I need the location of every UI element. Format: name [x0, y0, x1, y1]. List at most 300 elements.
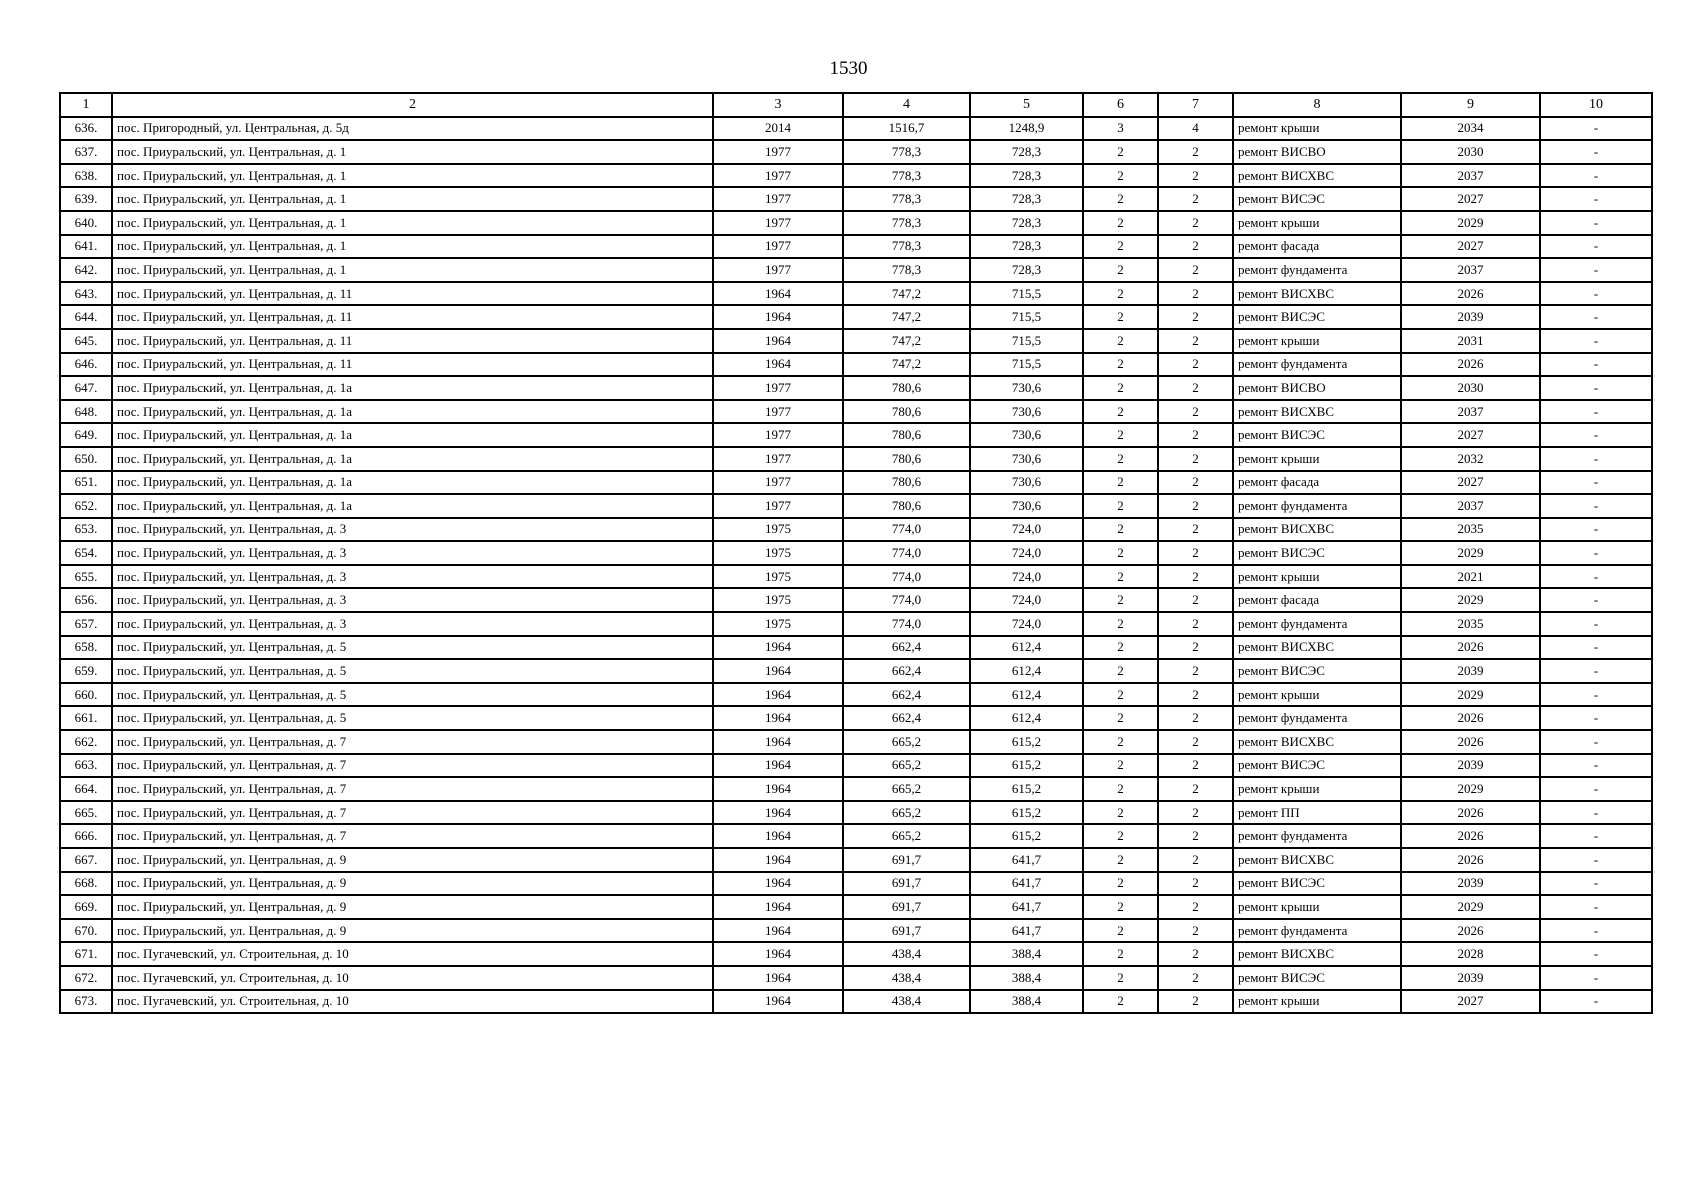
total-area-cell: 774,0 [843, 541, 970, 565]
note-cell: - [1540, 353, 1652, 377]
note-cell: - [1540, 211, 1652, 235]
address-cell: пос. Приуральский, ул. Центральная, д. 11 [112, 282, 713, 306]
year-built-cell: 1977 [713, 494, 843, 518]
row-number-cell: 636. [60, 117, 112, 141]
address-cell: пос. Приуральский, ул. Центральная, д. 11 [112, 353, 713, 377]
planned-year-cell: 2027 [1401, 471, 1540, 495]
address-cell: пос. Приуральский, ул. Центральная, д. 5 [112, 636, 713, 660]
row-number-cell: 657. [60, 612, 112, 636]
work-type-cell: ремонт ВИСХВС [1233, 730, 1401, 754]
total-area-cell: 691,7 [843, 872, 970, 896]
floors-cell: 2 [1083, 140, 1158, 164]
year-built-cell: 1964 [713, 282, 843, 306]
work-type-cell: ремонт ПП [1233, 801, 1401, 825]
table-row [60, 754, 1652, 778]
total-area-cell: 662,4 [843, 706, 970, 730]
total-area-cell: 780,6 [843, 400, 970, 424]
note-cell: - [1540, 919, 1652, 943]
total-area-cell: 774,0 [843, 565, 970, 589]
entrances-cell: 2 [1158, 376, 1233, 400]
address-cell: пос. Приуральский, ул. Центральная, д. 11 [112, 329, 713, 353]
column-header: 6 [1083, 93, 1158, 117]
row-number-cell: 655. [60, 565, 112, 589]
table-row [60, 140, 1652, 164]
address-cell: пос. Приуральский, ул. Центральная, д. 1а [112, 400, 713, 424]
entrances-cell: 2 [1158, 329, 1233, 353]
entrances-cell: 2 [1158, 518, 1233, 542]
total-area-cell: 780,6 [843, 471, 970, 495]
work-type-cell: ремонт крыши [1233, 329, 1401, 353]
planned-year-cell: 2021 [1401, 565, 1540, 589]
table-row [60, 187, 1652, 211]
total-area-cell: 778,3 [843, 140, 970, 164]
table-row [60, 164, 1652, 188]
note-cell: - [1540, 376, 1652, 400]
address-cell: пос. Приуральский, ул. Центральная, д. 3 [112, 588, 713, 612]
work-type-cell: ремонт ВИСЭС [1233, 659, 1401, 683]
note-cell: - [1540, 966, 1652, 990]
floors-cell: 2 [1083, 235, 1158, 259]
address-cell: пос. Приуральский, ул. Центральная, д. 7 [112, 754, 713, 778]
floors-cell: 2 [1083, 588, 1158, 612]
floors-cell: 2 [1083, 683, 1158, 707]
work-type-cell: ремонт фундамента [1233, 494, 1401, 518]
work-type-cell: ремонт фундамента [1233, 612, 1401, 636]
floors-cell: 2 [1083, 305, 1158, 329]
floors-cell: 2 [1083, 282, 1158, 306]
table-row [60, 824, 1652, 848]
planned-year-cell: 2029 [1401, 588, 1540, 612]
total-area-cell: 665,2 [843, 824, 970, 848]
work-type-cell: ремонт фасада [1233, 235, 1401, 259]
row-number-cell: 643. [60, 282, 112, 306]
living-area-cell: 615,2 [970, 824, 1083, 848]
year-built-cell: 1964 [713, 329, 843, 353]
planned-year-cell: 2032 [1401, 447, 1540, 471]
table-row [60, 541, 1652, 565]
address-cell: пос. Приуральский, ул. Центральная, д. 1 [112, 140, 713, 164]
planned-year-cell: 2028 [1401, 942, 1540, 966]
address-cell: пос. Приуральский, ул. Центральная, д. 9 [112, 919, 713, 943]
entrances-cell: 2 [1158, 801, 1233, 825]
year-built-cell: 1975 [713, 588, 843, 612]
planned-year-cell: 2026 [1401, 282, 1540, 306]
note-cell: - [1540, 447, 1652, 471]
year-built-cell: 1977 [713, 140, 843, 164]
entrances-cell: 2 [1158, 919, 1233, 943]
row-number-cell: 648. [60, 400, 112, 424]
row-number-cell: 658. [60, 636, 112, 660]
work-type-cell: ремонт ВИСВО [1233, 376, 1401, 400]
row-number-cell: 670. [60, 919, 112, 943]
total-area-cell: 778,3 [843, 235, 970, 259]
note-cell: - [1540, 282, 1652, 306]
note-cell: - [1540, 824, 1652, 848]
work-type-cell: ремонт фундамента [1233, 919, 1401, 943]
floors-cell: 2 [1083, 376, 1158, 400]
total-area-cell: 747,2 [843, 282, 970, 306]
planned-year-cell: 2029 [1401, 683, 1540, 707]
entrances-cell: 4 [1158, 117, 1233, 141]
living-area-cell: 715,5 [970, 329, 1083, 353]
floors-cell: 2 [1083, 612, 1158, 636]
row-number-cell: 666. [60, 824, 112, 848]
year-built-cell: 1977 [713, 164, 843, 188]
address-cell: пос. Приуральский, ул. Центральная, д. 1 [112, 235, 713, 259]
work-type-cell: ремонт ВИСХВС [1233, 848, 1401, 872]
planned-year-cell: 2026 [1401, 353, 1540, 377]
total-area-cell: 780,6 [843, 423, 970, 447]
table-row [60, 423, 1652, 447]
entrances-cell: 2 [1158, 541, 1233, 565]
note-cell: - [1540, 942, 1652, 966]
address-cell: пос. Приуральский, ул. Центральная, д. 9 [112, 848, 713, 872]
note-cell: - [1540, 659, 1652, 683]
entrances-cell: 2 [1158, 235, 1233, 259]
floors-cell: 2 [1083, 848, 1158, 872]
living-area-cell: 730,6 [970, 376, 1083, 400]
note-cell: - [1540, 471, 1652, 495]
planned-year-cell: 2026 [1401, 706, 1540, 730]
row-number-cell: 644. [60, 305, 112, 329]
table-row [60, 305, 1652, 329]
row-number-cell: 650. [60, 447, 112, 471]
living-area-cell: 641,7 [970, 919, 1083, 943]
year-built-cell: 1964 [713, 754, 843, 778]
year-built-cell: 1975 [713, 565, 843, 589]
work-type-cell: ремонт крыши [1233, 895, 1401, 919]
table-row [60, 447, 1652, 471]
floors-cell: 2 [1083, 187, 1158, 211]
total-area-cell: 747,2 [843, 329, 970, 353]
planned-year-cell: 2037 [1401, 258, 1540, 282]
living-area-cell: 612,4 [970, 683, 1083, 707]
entrances-cell: 2 [1158, 966, 1233, 990]
work-type-cell: ремонт ВИСХВС [1233, 636, 1401, 660]
living-area-cell: 730,6 [970, 400, 1083, 424]
year-built-cell: 1964 [713, 730, 843, 754]
year-built-cell: 1964 [713, 659, 843, 683]
work-type-cell: ремонт ВИСХВС [1233, 400, 1401, 424]
table-row [60, 494, 1652, 518]
entrances-cell: 2 [1158, 305, 1233, 329]
floors-cell: 2 [1083, 942, 1158, 966]
entrances-cell: 2 [1158, 730, 1233, 754]
row-number-cell: 649. [60, 423, 112, 447]
planned-year-cell: 2030 [1401, 140, 1540, 164]
note-cell: - [1540, 565, 1652, 589]
entrances-cell: 2 [1158, 187, 1233, 211]
entrances-cell: 2 [1158, 990, 1233, 1014]
work-type-cell: ремонт крыши [1233, 683, 1401, 707]
work-type-cell: ремонт ВИСЭС [1233, 305, 1401, 329]
living-area-cell: 615,2 [970, 754, 1083, 778]
row-number-cell: 651. [60, 471, 112, 495]
living-area-cell: 615,2 [970, 777, 1083, 801]
address-cell: пос. Приуральский, ул. Центральная, д. 1а [112, 423, 713, 447]
row-number-cell: 640. [60, 211, 112, 235]
floors-cell: 2 [1083, 400, 1158, 424]
planned-year-cell: 2027 [1401, 423, 1540, 447]
planned-year-cell: 2029 [1401, 895, 1540, 919]
year-built-cell: 1964 [713, 683, 843, 707]
floors-cell: 2 [1083, 541, 1158, 565]
row-number-cell: 656. [60, 588, 112, 612]
row-number-cell: 641. [60, 235, 112, 259]
entrances-cell: 2 [1158, 353, 1233, 377]
table-row [60, 683, 1652, 707]
note-cell: - [1540, 706, 1652, 730]
table-row [60, 895, 1652, 919]
row-number-cell: 653. [60, 518, 112, 542]
living-area-cell: 641,7 [970, 872, 1083, 896]
planned-year-cell: 2027 [1401, 235, 1540, 259]
table-row [60, 919, 1652, 943]
address-cell: пос. Пугачевский, ул. Строительная, д. 10 [112, 966, 713, 990]
year-built-cell: 1964 [713, 919, 843, 943]
living-area-cell: 724,0 [970, 588, 1083, 612]
note-cell: - [1540, 990, 1652, 1014]
floors-cell: 2 [1083, 824, 1158, 848]
table-row [60, 471, 1652, 495]
floors-cell: 2 [1083, 777, 1158, 801]
row-number-cell: 652. [60, 494, 112, 518]
entrances-cell: 2 [1158, 612, 1233, 636]
row-number-cell: 663. [60, 754, 112, 778]
total-area-cell: 774,0 [843, 588, 970, 612]
year-built-cell: 1964 [713, 353, 843, 377]
work-type-cell: ремонт ВИСХВС [1233, 942, 1401, 966]
year-built-cell: 1964 [713, 990, 843, 1014]
total-area-cell: 665,2 [843, 801, 970, 825]
table-row [60, 565, 1652, 589]
planned-year-cell: 2037 [1401, 164, 1540, 188]
planned-year-cell: 2029 [1401, 777, 1540, 801]
entrances-cell: 2 [1158, 211, 1233, 235]
total-area-cell: 691,7 [843, 895, 970, 919]
note-cell: - [1540, 541, 1652, 565]
table-row [60, 588, 1652, 612]
year-built-cell: 1964 [713, 966, 843, 990]
living-area-cell: 724,0 [970, 612, 1083, 636]
living-area-cell: 728,3 [970, 235, 1083, 259]
floors-cell: 2 [1083, 164, 1158, 188]
address-cell: пос. Приуральский, ул. Центральная, д. 7 [112, 730, 713, 754]
work-type-cell: ремонт ВИСЭС [1233, 423, 1401, 447]
planned-year-cell: 2039 [1401, 754, 1540, 778]
work-type-cell: ремонт ВИСЭС [1233, 541, 1401, 565]
row-number-cell: 659. [60, 659, 112, 683]
living-area-cell: 388,4 [970, 942, 1083, 966]
entrances-cell: 2 [1158, 565, 1233, 589]
living-area-cell: 715,5 [970, 353, 1083, 377]
column-header: 7 [1158, 93, 1233, 117]
living-area-cell: 730,6 [970, 423, 1083, 447]
total-area-cell: 774,0 [843, 612, 970, 636]
table-row [60, 211, 1652, 235]
table-row [60, 801, 1652, 825]
entrances-cell: 2 [1158, 659, 1233, 683]
table-row [60, 659, 1652, 683]
note-cell: - [1540, 683, 1652, 707]
note-cell: - [1540, 117, 1652, 141]
planned-year-cell: 2026 [1401, 919, 1540, 943]
planned-year-cell: 2027 [1401, 990, 1540, 1014]
living-area-cell: 728,3 [970, 258, 1083, 282]
entrances-cell: 2 [1158, 777, 1233, 801]
total-area-cell: 774,0 [843, 518, 970, 542]
note-cell: - [1540, 187, 1652, 211]
table-row [60, 990, 1652, 1014]
row-number-cell: 673. [60, 990, 112, 1014]
note-cell: - [1540, 258, 1652, 282]
work-type-cell: ремонт фундамента [1233, 353, 1401, 377]
total-area-cell: 691,7 [843, 919, 970, 943]
column-header: 2 [112, 93, 713, 117]
floors-cell: 2 [1083, 990, 1158, 1014]
address-cell: пос. Приуральский, ул. Центральная, д. 7 [112, 824, 713, 848]
address-cell: пос. Приуральский, ул. Центральная, д. 1 [112, 258, 713, 282]
year-built-cell: 1975 [713, 518, 843, 542]
planned-year-cell: 2039 [1401, 966, 1540, 990]
row-number-cell: 660. [60, 683, 112, 707]
column-header: 4 [843, 93, 970, 117]
note-cell: - [1540, 872, 1652, 896]
address-cell: пос. Пригородный, ул. Центральная, д. 5д [112, 117, 713, 141]
table-row [60, 282, 1652, 306]
year-built-cell: 1964 [713, 305, 843, 329]
table-row [60, 636, 1652, 660]
repair-schedule-table [59, 92, 1653, 1014]
page-number: 1530 [829, 58, 868, 79]
planned-year-cell: 2026 [1401, 730, 1540, 754]
work-type-cell: ремонт ВИСЭС [1233, 754, 1401, 778]
planned-year-cell: 2037 [1401, 494, 1540, 518]
living-area-cell: 715,5 [970, 282, 1083, 306]
table-row [60, 376, 1652, 400]
work-type-cell: ремонт фундамента [1233, 706, 1401, 730]
total-area-cell: 662,4 [843, 659, 970, 683]
entrances-cell: 2 [1158, 942, 1233, 966]
living-area-cell: 728,3 [970, 187, 1083, 211]
entrances-cell: 2 [1158, 824, 1233, 848]
address-cell: пос. Приуральский, ул. Центральная, д. 5 [112, 683, 713, 707]
living-area-cell: 715,5 [970, 305, 1083, 329]
living-area-cell: 612,4 [970, 706, 1083, 730]
work-type-cell: ремонт ВИСХВС [1233, 518, 1401, 542]
total-area-cell: 662,4 [843, 636, 970, 660]
row-number-cell: 646. [60, 353, 112, 377]
entrances-cell: 2 [1158, 423, 1233, 447]
living-area-cell: 730,6 [970, 447, 1083, 471]
address-cell: пос. Приуральский, ул. Центральная, д. 1а [112, 447, 713, 471]
work-type-cell: ремонт фасада [1233, 588, 1401, 612]
planned-year-cell: 2029 [1401, 211, 1540, 235]
work-type-cell: ремонт фасада [1233, 471, 1401, 495]
address-cell: пос. Приуральский, ул. Центральная, д. 1 [112, 211, 713, 235]
year-built-cell: 1975 [713, 612, 843, 636]
address-cell: пос. Приуральский, ул. Центральная, д. 3 [112, 518, 713, 542]
planned-year-cell: 2037 [1401, 400, 1540, 424]
floors-cell: 2 [1083, 518, 1158, 542]
total-area-cell: 778,3 [843, 258, 970, 282]
note-cell: - [1540, 636, 1652, 660]
floors-cell: 2 [1083, 754, 1158, 778]
planned-year-cell: 2026 [1401, 801, 1540, 825]
column-header: 3 [713, 93, 843, 117]
living-area-cell: 730,6 [970, 494, 1083, 518]
year-built-cell: 1977 [713, 235, 843, 259]
row-number-cell: 672. [60, 966, 112, 990]
entrances-cell: 2 [1158, 848, 1233, 872]
note-cell: - [1540, 518, 1652, 542]
note-cell: - [1540, 305, 1652, 329]
year-built-cell: 1977 [713, 376, 843, 400]
year-built-cell: 1977 [713, 423, 843, 447]
planned-year-cell: 2027 [1401, 187, 1540, 211]
note-cell: - [1540, 494, 1652, 518]
column-header: 8 [1233, 93, 1401, 117]
work-type-cell: ремонт крыши [1233, 565, 1401, 589]
table-row [60, 612, 1652, 636]
row-number-cell: 661. [60, 706, 112, 730]
living-area-cell: 641,7 [970, 895, 1083, 919]
note-cell: - [1540, 754, 1652, 778]
row-number-cell: 647. [60, 376, 112, 400]
year-built-cell: 1964 [713, 824, 843, 848]
entrances-cell: 2 [1158, 447, 1233, 471]
table-row [60, 777, 1652, 801]
row-number-cell: 669. [60, 895, 112, 919]
living-area-cell: 728,3 [970, 211, 1083, 235]
total-area-cell: 665,2 [843, 777, 970, 801]
total-area-cell: 665,2 [843, 730, 970, 754]
living-area-cell: 615,2 [970, 730, 1083, 754]
work-type-cell: ремонт крыши [1233, 447, 1401, 471]
address-cell: пос. Приуральский, ул. Центральная, д. 11 [112, 305, 713, 329]
entrances-cell: 2 [1158, 588, 1233, 612]
total-area-cell: 780,6 [843, 376, 970, 400]
entrances-cell: 2 [1158, 282, 1233, 306]
year-built-cell: 1964 [713, 706, 843, 730]
floors-cell: 2 [1083, 258, 1158, 282]
row-number-cell: 665. [60, 801, 112, 825]
note-cell: - [1540, 329, 1652, 353]
row-number-cell: 637. [60, 140, 112, 164]
row-number-cell: 668. [60, 872, 112, 896]
year-built-cell: 1977 [713, 258, 843, 282]
address-cell: пос. Приуральский, ул. Центральная, д. 3 [112, 612, 713, 636]
note-cell: - [1540, 235, 1652, 259]
column-header: 5 [970, 93, 1083, 117]
entrances-cell: 2 [1158, 471, 1233, 495]
living-area-cell: 730,6 [970, 471, 1083, 495]
living-area-cell: 724,0 [970, 541, 1083, 565]
year-built-cell: 1977 [713, 187, 843, 211]
entrances-cell: 2 [1158, 872, 1233, 896]
address-cell: пос. Пугачевский, ул. Строительная, д. 10 [112, 990, 713, 1014]
work-type-cell: ремонт ВИСЭС [1233, 966, 1401, 990]
work-type-cell: ремонт крыши [1233, 117, 1401, 141]
year-built-cell: 1964 [713, 942, 843, 966]
floors-cell: 2 [1083, 447, 1158, 471]
year-built-cell: 1977 [713, 400, 843, 424]
planned-year-cell: 2039 [1401, 305, 1540, 329]
table-row [60, 848, 1652, 872]
living-area-cell: 1248,9 [970, 117, 1083, 141]
floors-cell: 2 [1083, 329, 1158, 353]
floors-cell: 3 [1083, 117, 1158, 141]
